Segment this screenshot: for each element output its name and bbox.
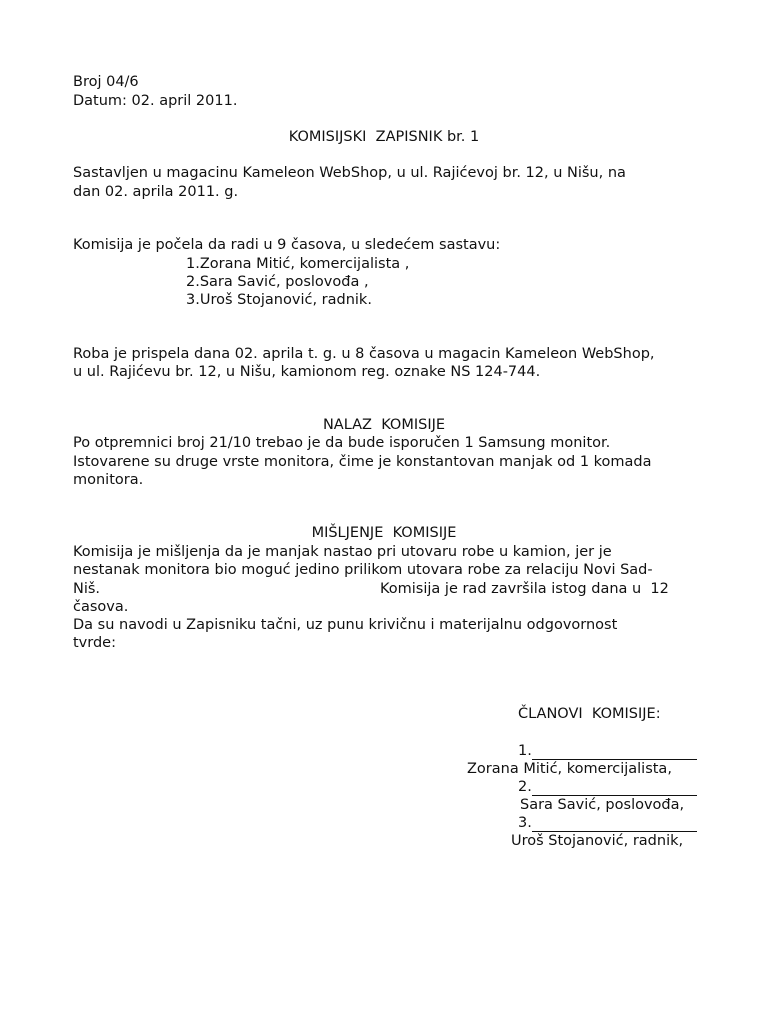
- signature-number-3: 3.: [518, 815, 532, 831]
- signature-name-1: Zorana Mitić, komercijalista,: [467, 761, 672, 777]
- commission-member-3: 3.Uroš Stojanović, radnik.: [186, 292, 372, 308]
- document-date: Datum: 02. april 2011.: [73, 93, 238, 109]
- opinion-line-6: tvrde:: [73, 635, 116, 651]
- opinion-line-3b: Komisija je rad završila istog dana u 12: [380, 581, 669, 597]
- opinion-line-5: Da su navodi u Zapisniku tačni, uz punu krivičnu i materijalnu odgovornost: [73, 617, 618, 633]
- signature-name-2: Sara Savić, poslovođa,: [520, 797, 685, 813]
- findings-line-3: monitora.: [73, 472, 144, 488]
- commission-start: Komisija je počela da radi u 9 časova, u sledećem sastavu:: [73, 237, 501, 253]
- arrival-line-1: Roba je prispela dana 02. aprila t. g. u 8 časova u magacin Kameleon WebShop,: [73, 346, 655, 362]
- commission-member-1: 1.Zorana Mitić, komercijalista ,: [186, 256, 410, 272]
- opinion-heading: MIŠLJENJE KOMISIJE: [311, 525, 457, 541]
- signature-name-3: Uroš Stojanović, radnik,: [511, 833, 684, 849]
- findings-line-1: Po otpremnici broj 21/10 trebao je da bude isporučen 1 Samsung monitor.: [73, 435, 611, 451]
- signatures-heading: ČLANOVI KOMISIJE:: [518, 706, 661, 722]
- opinion-line-4: časova.: [73, 599, 129, 615]
- arrival-line-2: u ul. Rajićevu br. 12, u Nišu, kamionom reg. oznake NS 124-744.: [73, 364, 541, 380]
- opinion-line-3a: Niš.: [73, 581, 101, 597]
- intro-line-2: dan 02. aprila 2011. g.: [73, 184, 239, 200]
- findings-line-2: Istovarene su druge vrste monitora, čime je konstantovan manjak od 1 komada: [73, 454, 652, 470]
- opinion-line-1: Komisija je mišljenja da je manjak nastao pri utovaru robe u kamion, jer je: [73, 544, 612, 560]
- document-number: Broj 04/6: [73, 74, 139, 90]
- signature-number-2: 2.: [518, 779, 532, 795]
- intro-line-1: Sastavljen u magacinu Kameleon WebShop, u ul. Rajićevoj br. 12, u Nišu, na: [73, 165, 626, 181]
- opinion-line-2: nestanak monitora bio moguć jedino prilikom utovara robe za relaciju Novi Sad-: [73, 562, 653, 578]
- commission-member-2: 2.Sara Savić, poslovođa ,: [186, 274, 369, 290]
- document-title: KOMISIJSKI ZAPISNIK br. 1: [288, 129, 480, 145]
- signature-number-1: 1.: [518, 743, 532, 759]
- findings-heading: NALAZ KOMISIJE: [322, 417, 446, 433]
